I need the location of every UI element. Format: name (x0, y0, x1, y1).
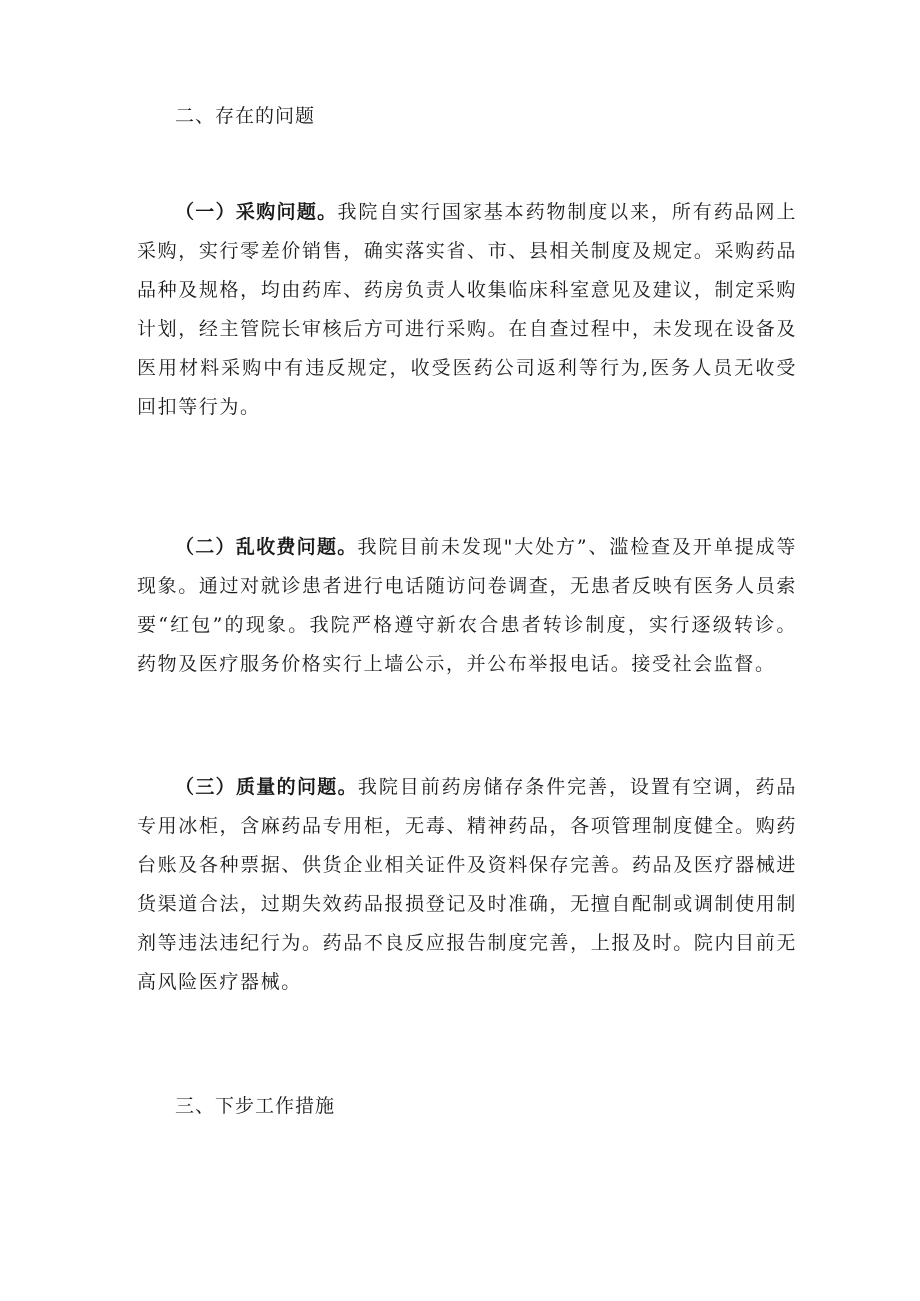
section-heading-problems: 二、存在的问题 (175, 105, 316, 127)
paragraph-body-procurement: 我院自实行国家基本药物制度以来，所有药品网上采购，实行零差价销售，确实落实省、市、县相关制度及规定。采购药品品种及规格，均由药库、药房负责人收集临床科室意见及建议，制定采购计划，经主管院长审核后方可进行采购。在自查过程中，未发现在设备及医用材料采购中有违反规定，收受医药公司返利等行为,医务人员无收受回扣等行为。 (137, 201, 797, 418)
paragraph-quality (137, 768, 797, 1002)
section-heading-next-steps: 三、下步工作措施 (175, 1095, 336, 1117)
paragraph-charges (137, 528, 797, 684)
paragraph-lead-procurement: （一）采购问题。 (175, 201, 338, 223)
paragraph-lead-quality: （三）质量的问题。 (175, 776, 358, 798)
paragraph-body-quality: 我院目前药房储存条件完善，设置有空调，药品专用冰柜，含麻药品专用柜，无毒、精神药品，各项管理制度健全。购药台账及各种票据、供货企业相关证件及资料保存完善。药品及医疗器械进货渠道合法，过期失效药品报损登记及时准确，无擅自配制或调制使用制剂等违法违纪行为。药品不良反应报告制度完善，上报及时。院内目前无高风险医疗器械。 (137, 776, 797, 993)
paragraph-lead-charges: （二）乱收费问题。 (175, 536, 358, 558)
paragraph-body-charges: 我院目前未发现"大处方”、滥检查及开单提成等现象。通过对就诊患者进行电话随访问卷调查，无患者反映有医务人员索要“红包”的现象。我院严格遵守新农合患者转诊制度，实行逐级转诊。药物及医疗服务价格实行上墙公示，并公布举报电话。接受社会监督。 (137, 536, 797, 675)
paragraph-procurement (137, 193, 797, 427)
